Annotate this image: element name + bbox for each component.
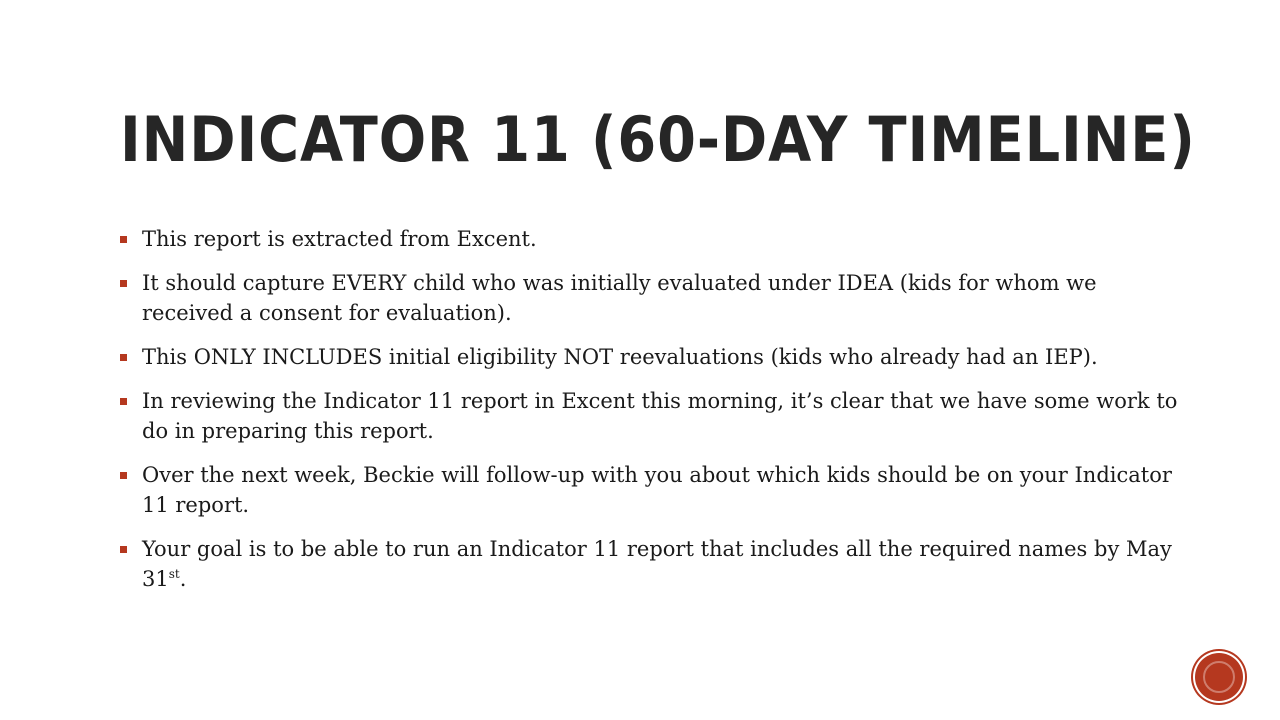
square-bullet-icon: [120, 280, 127, 287]
square-bullet-icon: [120, 236, 127, 243]
bullet-text: It should capture EVERY child who was initially evaluated under IDEA (kids for whom we received a consent for evaluation).: [142, 271, 1097, 325]
bullet-list: [120, 224, 1180, 608]
ordinal-superscript: st: [168, 567, 180, 581]
bullet-item: [120, 224, 1180, 254]
square-bullet-icon: [120, 398, 127, 405]
bullet-text: In reviewing the Indicator 11 report in Excent this morning, it’s clear that we have some work to do in preparing this report.: [142, 389, 1178, 443]
bullet-text: Your goal is to be able to run an Indicator 11 report that includes all the required names by May 31: [142, 537, 1172, 591]
bullet-text: Over the next week, Beckie will follow-up with you about which kids should be on your Indicator 11 report.: [142, 463, 1172, 517]
square-bullet-icon: [120, 546, 127, 553]
bullet-item: [120, 342, 1180, 372]
square-bullet-icon: [120, 472, 127, 479]
bullet-text: This report is extracted from Excent.: [142, 227, 537, 251]
slide-title: INDICATOR 11 (60-DAY TIMELINE): [120, 103, 1196, 176]
bullet-text: This ONLY INCLUDES initial eligibility NOT reevaluations (kids who already had an IEP).: [142, 345, 1098, 369]
bullet-item: [120, 534, 1180, 594]
badge-ring: [1203, 661, 1235, 693]
bullet-item: [120, 386, 1180, 446]
slide-badge-icon: [1195, 653, 1243, 701]
square-bullet-icon: [120, 354, 127, 361]
bullet-item: [120, 268, 1180, 328]
bullet-item: [120, 460, 1180, 520]
bullet-suffix: .: [179, 567, 187, 591]
